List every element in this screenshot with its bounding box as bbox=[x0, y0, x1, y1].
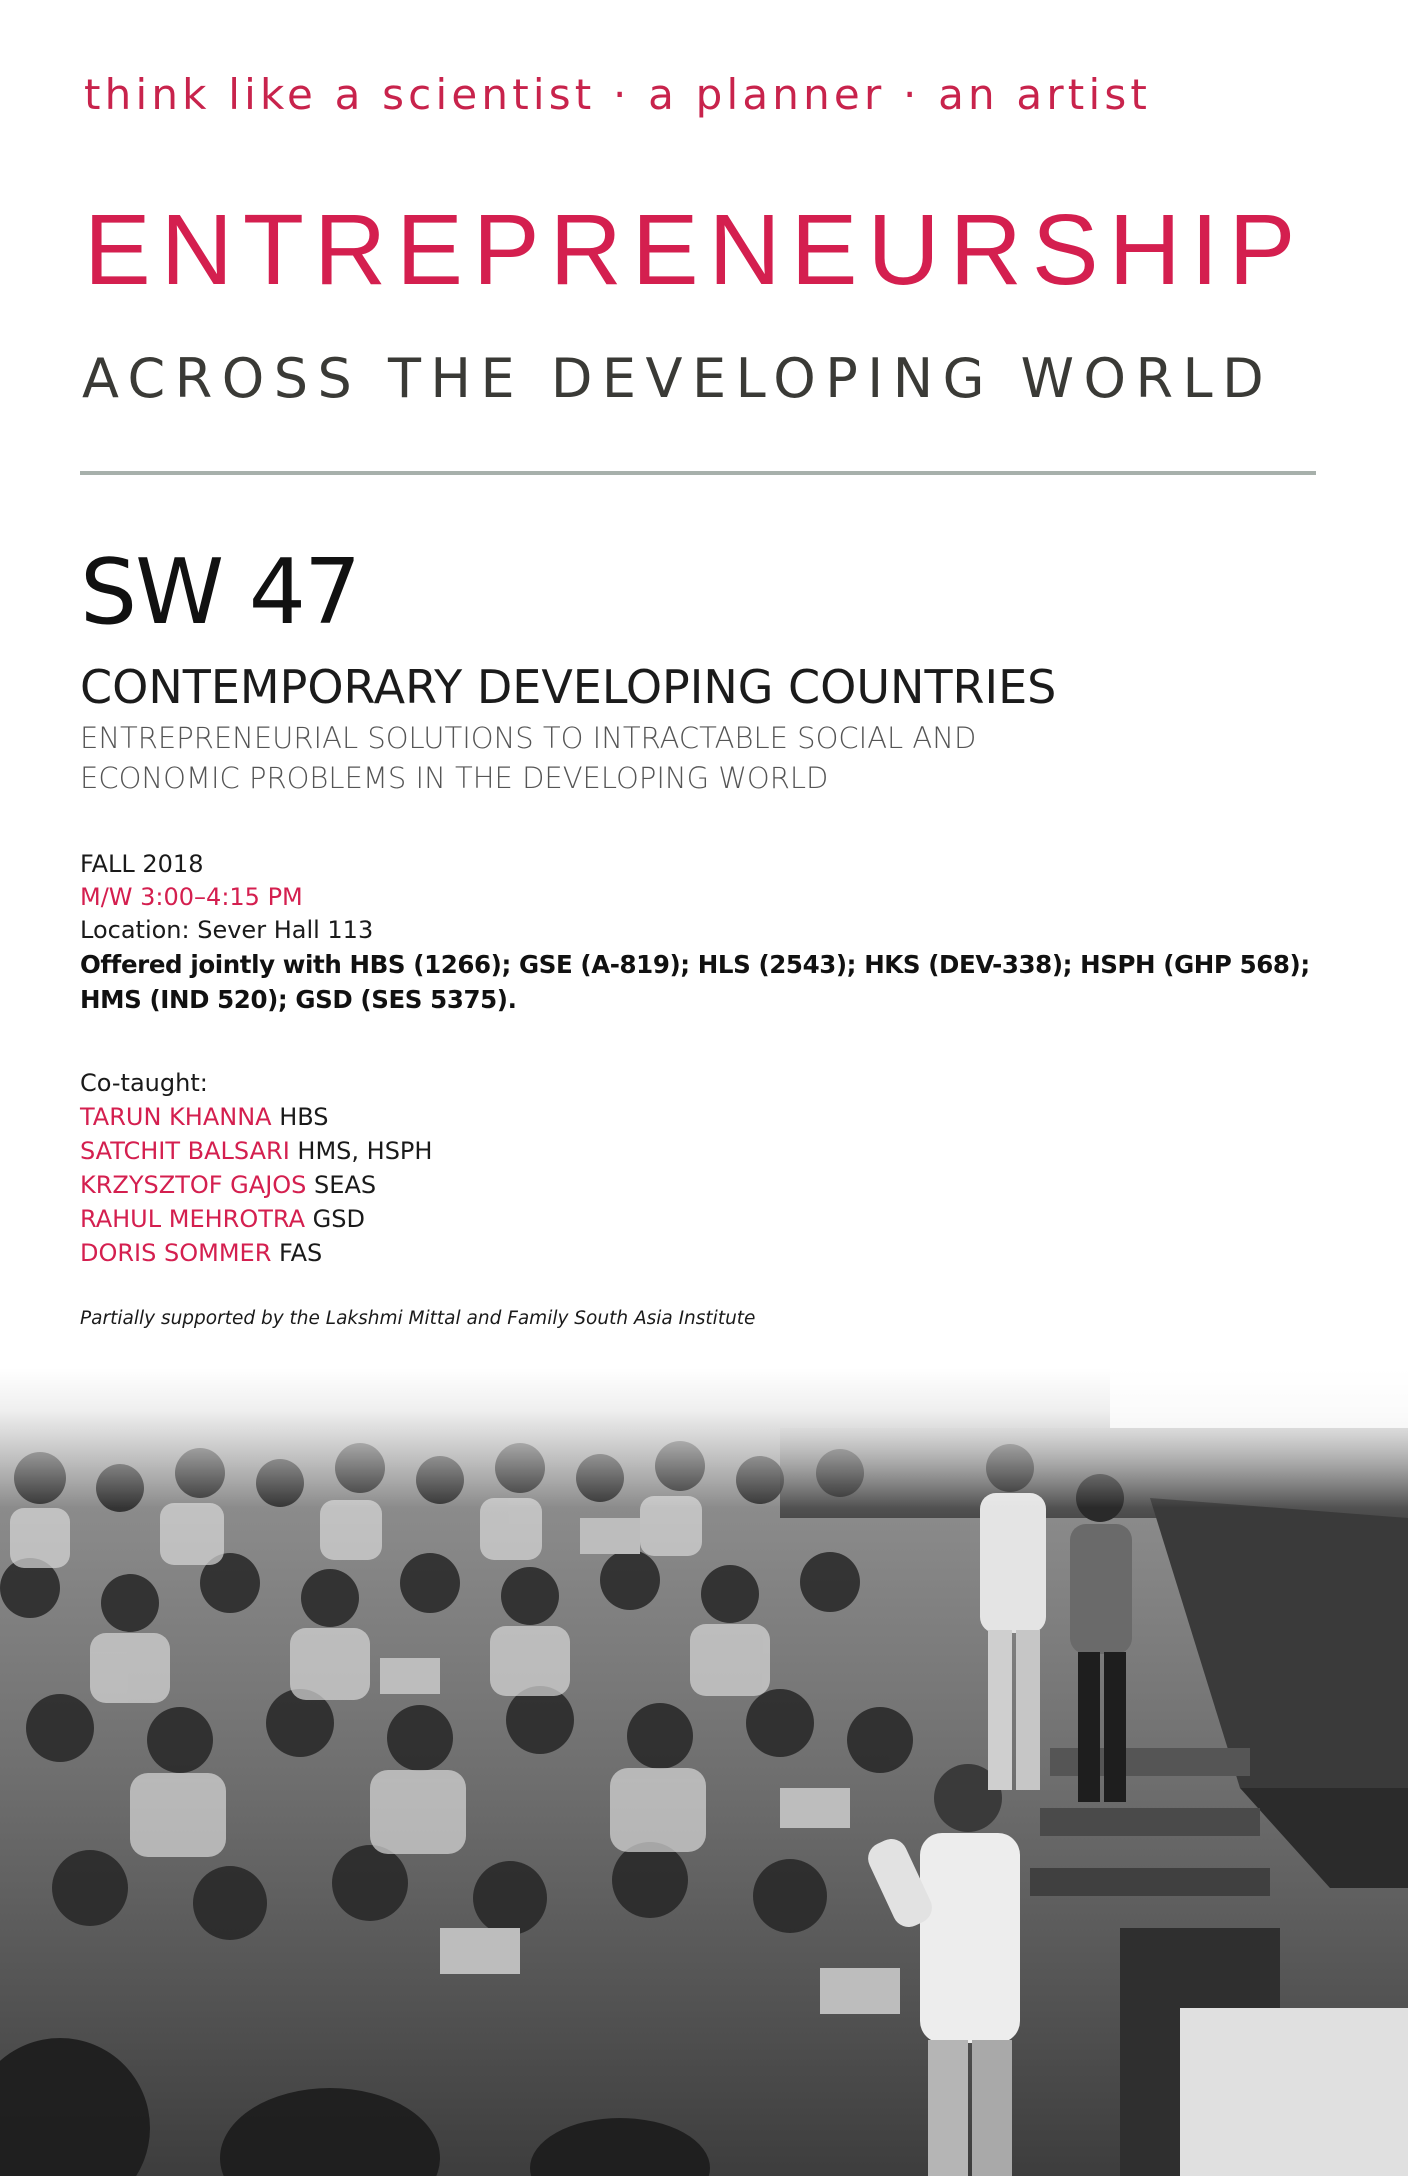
instructor-school: SEAS bbox=[314, 1171, 377, 1199]
lecture-hall-photo bbox=[0, 1368, 1408, 2176]
instructor-item bbox=[80, 1202, 880, 1236]
course-description bbox=[80, 718, 1340, 798]
instructors-block bbox=[80, 1066, 880, 1270]
offered-jointly-line: Offered jointly with HBS (1266); GSE (A-819); HLS (2543); HKS (DEV-338); HSPH (GHP 568); bbox=[80, 950, 1310, 979]
instructor-name: RAHUL MEHROTRA bbox=[80, 1205, 305, 1233]
poster-subtitle: ACROSS THE DEVELOPING WORLD bbox=[82, 347, 1274, 410]
instructor-item bbox=[80, 1168, 880, 1202]
instructor-school: GSD bbox=[312, 1205, 365, 1233]
course-term: FALL 2018 bbox=[80, 850, 204, 878]
instructor-name: TARUN KHANNA bbox=[80, 1103, 272, 1131]
instructor-item bbox=[80, 1134, 880, 1168]
instructor-school: HMS, HSPH bbox=[297, 1137, 433, 1165]
divider-rule bbox=[80, 471, 1316, 475]
schedule-block bbox=[80, 848, 1340, 1017]
instructor-school: HBS bbox=[279, 1103, 329, 1131]
course-location: Location: Sever Hall 113 bbox=[80, 916, 374, 944]
photo-fade-overlay bbox=[0, 1368, 1408, 1508]
course-code: SW 47 bbox=[80, 540, 360, 645]
instructor-item bbox=[80, 1236, 880, 1270]
offered-jointly-line: HMS (IND 520); GSD (SES 5375). bbox=[80, 985, 517, 1014]
course-title: CONTEMPORARY DEVELOPING COUNTRIES bbox=[80, 660, 1057, 714]
instructor-name: DORIS SOMMER bbox=[80, 1239, 272, 1267]
instructor-name: SATCHIT BALSARI bbox=[80, 1137, 290, 1165]
poster-title: ENTREPRENEURSHIP bbox=[84, 194, 1306, 306]
instructors-label: Co-taught: bbox=[80, 1069, 208, 1097]
course-description-line: ECONOMIC PROBLEMS IN THE DEVELOPING WORLD bbox=[80, 761, 829, 795]
course-description-line: ENTREPRENEURIAL SOLUTIONS TO INTRACTABLE SOCIAL AND bbox=[80, 721, 977, 755]
instructor-name: KRZYSZTOF GAJOS bbox=[80, 1171, 307, 1199]
support-note: Partially supported by the Lakshmi Mittal and Family South Asia Institute bbox=[80, 1308, 756, 1329]
instructor-item bbox=[80, 1100, 880, 1134]
course-time: M/W 3:00–4:15 PM bbox=[80, 883, 303, 911]
tagline: think like a scientist · a planner · an artist bbox=[84, 70, 1152, 119]
instructor-school: FAS bbox=[279, 1239, 323, 1267]
